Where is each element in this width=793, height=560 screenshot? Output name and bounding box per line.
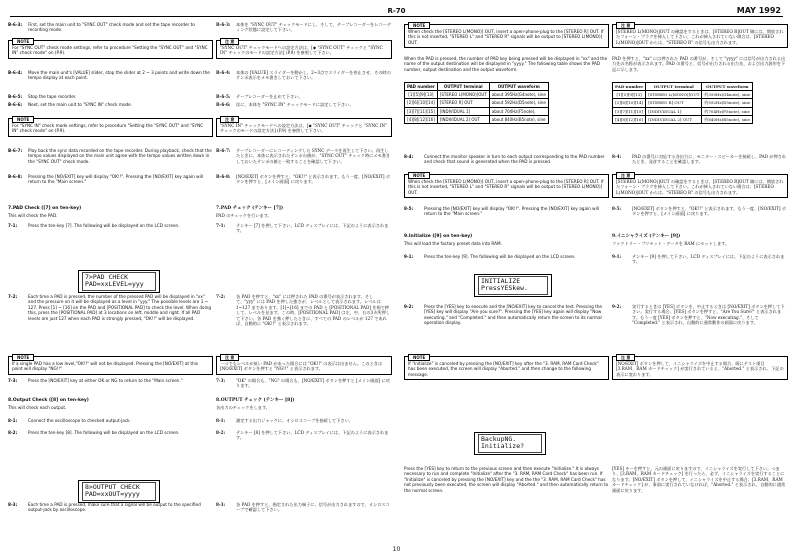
- step-9-2: 9-2: Press the [YES] key to execute and the [NO/EXIT] key to cancel the test. Pressing the [YES] key will display "Are you sure?". Pressing the [YES] key again will display "Now executing." and "Completed." and then automatically return the screen to its normal operation display.: [404, 304, 603, 326]
- step-8-5: 8-5: Pressing the [NO/EXIT] key will display "OK!!". Pressing the [NO/EXIT] key again will return to the "Main screen.": [404, 206, 600, 217]
- table-cell: [INDIVIDUAL 1]: [646, 107, 702, 115]
- table-cell: [1][5][9][13]: [405, 91, 438, 99]
- step-8-2: 8-2: テンキー [8] を押して下さい。LCD ディスプレイには、下記のように表示されます。: [216, 430, 389, 441]
- table-cell: about 704Hz(F5note),: [489, 107, 548, 115]
- note-box: NOTE If a single PAD has a low level,"OK!!" will not be displayed. Pressing the [NO/EXIT] at this point will display "NG!!": [8, 356, 213, 375]
- table-row: [613, 115, 753, 123]
- table-cell: about 592Hz(D5note), sine: [489, 99, 548, 107]
- output-intro: When the PAD is pressed, the number of PAD key being pressed will be displayed in "xx" and the name of the output destination will be displayed in "yyyy." The following table shows the PAD number, output destination and the output waveform.: [404, 56, 608, 72]
- table-cell: [STEREO L(MONO)]OUT: [646, 91, 702, 99]
- output-table: [612, 82, 753, 124]
- section-subtitle: PAD のチェックを行います。: [216, 213, 272, 218]
- table-cell: 約704Hz(F5note), sine: [702, 107, 753, 115]
- step-b66: B-6-6: 次に、本体を "SYNC IN" チェックモードに設定して下さい。: [216, 102, 354, 107]
- table-cell: 約592Hz(D5note), sine: [702, 99, 753, 107]
- table-row: [405, 99, 549, 107]
- table-cell: [2][6][10][14]: [613, 99, 646, 107]
- step-8-3: 8-3: Each time a PAD is pressed, make sure that a signal will be output to the specified output-jack by oscilloscope.: [8, 502, 201, 513]
- table-cell: [1][5][9][13]: [613, 91, 646, 99]
- table-cell: about 395Hz(G4note), sine: [489, 91, 548, 99]
- table-cell: [STEREO R] OUT: [437, 99, 489, 107]
- initialize-note-text: [YES] キーを押すと、元の画面に戻りますので、イニシャライズを実行して下さい。つまり、[3.RAM、RAM カードチェック] を行ったら、必ず、イニシャライズを実行することになります。[NO/EXIT] ボタンを押して、イニシャライズを中止する場合、[3.RAM、RAM カードチェック] が、事前に実行されていなければ、"Aborted." と表示され、自動的に通常画面に戻ります。: [612, 466, 786, 493]
- table-cell: 約840Hz(B5note), sine: [702, 115, 753, 123]
- section-title-pad-check: 7.PAD チェック (テンキー [7]): [216, 206, 284, 211]
- step-b64: B-6-4: 本体の [VALUE] スライダーを動かし、2~3点でスライダーを停止させ、その時のテンポ表示をメモ書きしておいて下さい。: [216, 70, 391, 81]
- lcd-display: 7>PAD CHECK PAD=xxLEVEL=yyy: [78, 270, 160, 293]
- table-cell: [3][7][11][15]: [405, 107, 438, 115]
- table-cell: [INDIVIDUAL 2] OUT: [437, 115, 489, 123]
- table-cell: [3][7][11][15]: [613, 107, 646, 115]
- note-box: 注 意 "SYNC IN" チェックモードへの設定方法は、[◆ "SYNC OUT" チェックと "SYNC IN" チェックのモードの設定方法] (P.9) を参照して下さい。: [216, 118, 392, 137]
- step-8-4: 8-4: Connect the monitor speaker in turn to each output corresponding to the PAD number and check that sound is generated when the PAD is pressed.: [404, 154, 605, 165]
- step-7-2: 7-2: 各 PAD を押すと、"xx" には押された PAD の番号が表示されます。そして、"yyy" には PAD を押した強さが、レベルとして表示されます。レベルは 1~127 まであります。[1]~[16] までの PAD と [POSITIONAL PAD] を指で押して、レベルを見ます。この時、[POSITIONAL PAD] は左、中、右の3カ所押して下さい。各 PAD を強く押したときに、すべての PAD のレベルが 127 であれば、自動的に "OK!!" と表示されます。: [216, 294, 390, 327]
- table-cell: [INDIVIDUAL 1]: [437, 107, 489, 115]
- step-b65: B-6-5: Stop the tape recorder.: [8, 94, 77, 99]
- step-7-2: 7-2: Each time a PAD is pressed, the number of the pressed PAD will be displayed in "xx" and the pressure on it will be displayed as a level in "yyy." The possible levels are 1 ~ 127. Press [1] ~ [16] on the PAD and [POSITIONAL PAD] to check the level. When doing this, press the [POSITIONAL PAD] at 3 locations on left, middle and right. If all PAD levels are just 127 when each PAD is strongly pressed, "OK!!" will be displayed.: [8, 294, 212, 321]
- step-b68: B-6-8: [NO/EXIT] ボタンを押すと、"OK!!" と表示されます。もう一度、[NO/EXIT] ボタンを押すと、[メイン画面] に戻ります。: [216, 174, 391, 185]
- note-box: 注 意 一つでもレベルが低い PAD があった場合には "OK!!" の表示は出ません。このときは [NO/EXIT] ボタンを押すと "NG!!" と表示されます。: [216, 356, 392, 375]
- table-row: [613, 99, 753, 107]
- table-cell: [4][8][12][16]: [613, 115, 646, 123]
- section-title-initialize: 9.Initialize ([9] on ten-key): [404, 234, 473, 239]
- note-box: NOTE When check the [STEREO L(MONO)] OUT, insert a open-phone-plug to the [STEREO R] OUT. If this is not inserted, "STEREO L" and "STEREO R" signals will be output to [STEREO L(MONO)] OUT.: [404, 24, 609, 48]
- step-8-4: 8-4: PAD の番号に対応する各出力に、モニター・スピーカーを接続し、PAD が押されたとき、発音することを確認します。: [612, 154, 787, 165]
- note-box: NOTE When check the [STEREO L(MONO)] OUT, insert a open-phone-plug to the [STEREO R] OUT. If this is not inserted, "STEREO L" and "STEREO R" signals will be output to [STEREO L(MONO)] OUT.: [404, 174, 609, 198]
- table-row: [405, 91, 549, 99]
- step-b67: B-6-7: テープレコーダーにレコーディングした SYNC データを再生して下さい。再生したときに、本体に表示されたテンポの値が、"SYNC OUT" チェック時にメモ書きしておいたテンポの値と一致することを確認して下さい。: [216, 148, 391, 164]
- step-8-5: 8-5: [NO/EXIT] ボタンを押すと、"OK!!" と表示されます。もう一度、[NO/EXIT] ボタンを押すと、[メイン画面] に戻ります。: [612, 206, 787, 217]
- step-b67: B-6-7: Play back the sync data recorded on the tape recorder. During playback, check that the tempo values displayed on the main unit agree with the tempo values written down in the "SYNC OUT" check mode.: [8, 148, 212, 164]
- lcd-display: BackupNG. Initialize?: [474, 432, 546, 455]
- section-subtitle: This will check the PAD.: [8, 213, 58, 218]
- lcd-display: INITIALIZE PressYESkew.: [474, 274, 552, 297]
- section-subtitle: 各出力のチェックをします。: [216, 405, 270, 410]
- page-header: [10, 6, 783, 17]
- note-box: 注 意 [STEREO L(MONO)]OUT の確認をするときは、[STEREO R]OUT 側には、開放されたフォーン・プラグを挿入して下さい。これが挿入されていない場合は、[STEREO L(MONO)]OUT からは、"STEREO R" の信号も出力されます。: [612, 174, 788, 198]
- table-cell: about 840Hz(B5note), sine: [489, 115, 548, 123]
- step-9-1: 9-1: Press the ten-key [9]. The following will be displayed on the LCD screen.: [404, 254, 576, 259]
- output-intro: PAD を押すと、"xx" には押された PAD の番号が、そして "yyyy" には信号が出力される出力先の名称が表示されます。PAD の番号と、信号が出力される出力先、および出力波形を下記に示します。: [612, 56, 786, 72]
- table-cell: 約395Hz(G4note), sine: [702, 91, 753, 99]
- step-8-1: 8-1: 測定する出力ジャックに、オシロスコープを接続して下さい。: [216, 418, 353, 423]
- table-header: OUTPUT waveform: [489, 83, 548, 91]
- step-8-3: 8-3: 各 PAD を押すと、指定された出力端子に、信号が出力されますので、オシロスコープで確認して下さい。: [216, 502, 390, 513]
- step-7-1: 7-1: テンキー [7] を押して下さい。LCD ディスプレイには、下記のように表示されます。: [216, 223, 389, 234]
- note-box: NOTE For "SYNC OUT" check mode settings, refer to procedure "Setting the "SYNC OUT" and "SYNC IN" check mode" on (P.9).: [8, 40, 213, 59]
- table-header: OUTPUT terminal: [646, 83, 702, 91]
- table-row: [613, 91, 753, 99]
- step-b68: B-6-8: Pressing the [NO/EXIT] key will display "OK!!". Pressing the [NO/EXIT] key again will return to the "Main screen.": [8, 174, 204, 185]
- note-box: NOTE For "SYNC IN" check mode settings, refer to procedure "Setting the "SYNC OUT" and "SYNC IN" check mode" on (P.9).: [8, 118, 213, 137]
- section-title-initialize: 9.イニシャライズ (テンキー [9]): [612, 234, 681, 239]
- initialize-note-text: Press the [YES] key to return to the previous screen and then execute "Initialize." It is always necessary to run and complete "Initialize" after the "3. RAM, RAM Card Check" has been run. If "Initialize" is canceled by pressing the [NO/EXIT] key and the the "3. RAM, RAM Card Check" has not previously been executed, the screen will display "Aborted." and then automatically return to the normal screen.: [404, 466, 609, 493]
- step-7-3: 7-3: Press the [NO/EXIT] key at either OK or NG to return to the "Main screen.": [8, 378, 183, 383]
- step-7-1: 7-1: Press the ten-key [7]. The following will be displayed on the LCD screen.: [8, 223, 180, 228]
- table-row: [405, 115, 549, 123]
- table-header: OUTPUT waveform: [702, 83, 753, 91]
- model-title: R-70: [387, 7, 406, 15]
- table-row: [613, 107, 753, 115]
- lcd-display: 8>OUTPUT CHECK PAD=xxOUT=yyyy: [78, 480, 160, 503]
- output-table: [404, 82, 549, 124]
- section-title-output-check: 8.Output Check ([8] on ten-key): [8, 398, 89, 403]
- step-9-2: 9-2: 実行するときは [YES] ボタンを、中止するときは [NO/EXIT] ボタンを押して下さい。実行する場合、[YES] ボタンを押すと、"Are You Sure?" と表示されます。もう一度 [YES] ボタンを押すと、"Now executing."、そして "Completed." と表示され、自動的に通常動作の画面に戻ります。: [612, 304, 785, 326]
- step-b63: B-6-3: 本体を "SYNC OUT" チェックモードにし、そして、テープレコーダーをレコーディング状態に設定して下さい。: [216, 22, 391, 33]
- section-title-output-check: 8.OUTPUT チェック (テンキー [8]): [216, 398, 295, 403]
- page-number: 10: [392, 546, 401, 554]
- step-b66: B-6-6: Next, set the main unit to "SYNC IN" check mode.: [8, 102, 133, 107]
- note-box: 注 意 [STEREO L(MONO)]OUT の確認をするときは、[STEREO R]OUT 側には、開放されたフォーン・プラグを挿入して下さい。これが挿入されていない場合は、[STEREO L(MONO)]OUT からは、"STEREO R" の信号も出力されます。: [612, 24, 788, 48]
- table-cell: [STEREO L(MONO)]OUT: [437, 91, 489, 99]
- section-subtitle: This will load the factory preset data into RAM.: [404, 241, 502, 246]
- step-7-3: 7-3: "OK" の場合も、"NG" の場合も、[NO/EXIT] ボタンを押すと [メイン画面] に戻ります。: [216, 378, 390, 389]
- table-header: PAD number: [405, 83, 438, 91]
- step-b64: B-6-4: Move the main unit's [VALUE] slider, stop the slider at 2 ~ 3 points and write down the tempo display at each point.: [8, 70, 210, 81]
- step-8-1: 8-1: Connect the oscilloscope to checked output-jack.: [8, 418, 131, 423]
- table-header: PAD number: [613, 83, 646, 91]
- section-subtitle: This will check each output.: [8, 405, 67, 410]
- table-cell: [STEREO R] OUT: [646, 99, 702, 107]
- step-8-2: 8-2: Press the ten-key [8]. The following will be displayed on the LCD screen.: [8, 430, 180, 435]
- section-subtitle: ファクトリー・プリセット・データを RAM にセットします。: [612, 241, 730, 246]
- note-box: 注 意 "SYNC OUT" チェックモードへの設定方法は、[◆ "SYNC OUT" チェックと "SYNC IN" チェックのモードの設定方法] (P.9) を参照して下さい。: [216, 40, 392, 59]
- step-9-1: 9-1: テンキー [9] を押して下さい。LCD ディスプレイには、下記のように表示されます。: [612, 254, 785, 265]
- table-row: [405, 107, 549, 115]
- table-cell: [4][8][12][16]: [405, 115, 438, 123]
- note-box: 注 意 [NO/EXIT] ボタンを押して、イニシャライズを中止する場合、既にテスト項目 [3.RAM、RAM カードチェック] が実行されていると、"Aborted." と表示され、下記の表示に変わります。: [612, 356, 788, 380]
- step-b65: B-6-5: テープレコーダーを止めて下さい。: [216, 94, 303, 99]
- section-title-pad-check: 7.PAD Check ([7] on ten-key): [8, 206, 82, 211]
- note-box: NOTE If "Initialize" is canceled by pressing the [NO/EXIT] key after the "3. RAM, RAM Card Check" has been executed, the screen will display "Aborted." and then change to the following message.: [404, 356, 609, 380]
- table-header: OUTPUT terminal: [437, 83, 489, 91]
- step-b63: B-6-3: First, set the main unit to "SYNC OUT" check mode and set the tape recorder to recording mode.: [8, 22, 195, 33]
- table-cell: [INDIVIDUAL 2] OUT: [646, 115, 702, 123]
- issue-date: MAY 1992: [736, 6, 781, 15]
- table-cell: [2][6][10][14]: [405, 99, 438, 107]
